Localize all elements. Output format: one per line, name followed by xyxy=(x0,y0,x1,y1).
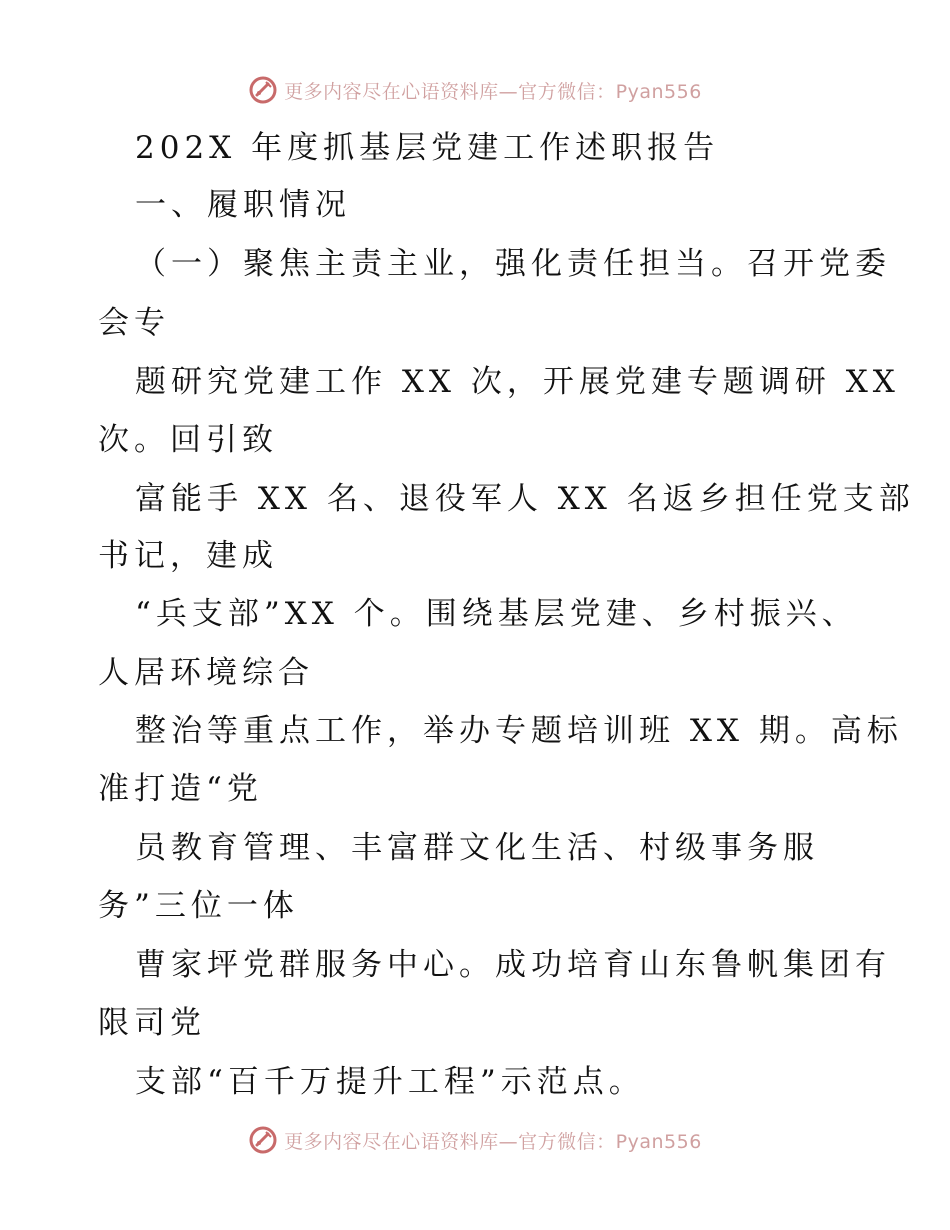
paragraph-line: 支部“百千万提升工程”示范点。 xyxy=(135,1064,645,1100)
paragraph-line: 次。回引致 xyxy=(98,422,278,458)
paragraph-line: 员教育管理、丰富群文化生活、村级事务服 xyxy=(135,830,819,866)
watermark-text: 更多内容尽在心语资料库—官方微信：Pyan556 xyxy=(284,1130,702,1153)
paragraph-line: （一）聚焦主责主业，强化责任担当。召开党委 xyxy=(135,246,891,282)
paragraph-line: 曹家坪党群服务中心。成功培育山东鲁帆集团有 xyxy=(135,947,891,983)
logo-icon xyxy=(248,1125,278,1155)
paragraph-line: 整治等重点工作，举办专题培训班 XX 期。高标 xyxy=(135,713,903,749)
paragraph-line: 准打造“党 xyxy=(98,771,263,807)
paragraph-line: 限司党 xyxy=(98,1005,206,1041)
paragraph-line: “兵支部”XX 个。围绕基层党建、乡村振兴、 xyxy=(135,596,858,632)
paragraph-line: 富能手 XX 名、退役军人 XX 名返乡担任党支部 xyxy=(135,481,915,517)
watermark-banner-top xyxy=(0,70,950,110)
paragraph-line: 务”三位一体 xyxy=(98,888,299,924)
paragraph-line: 书记，建成 xyxy=(98,538,278,574)
watermark-text: 更多内容尽在心语资料库—官方微信：Pyan556 xyxy=(284,80,702,103)
paragraph-line: 人居环境综合 xyxy=(98,655,314,691)
paragraph-line: 题研究党建工作 XX 次，开展党建专题调研 XX xyxy=(135,364,900,400)
section-heading: 一、履职情况 xyxy=(135,187,351,223)
document-title: 202X 年度抓基层党建工作述职报告 xyxy=(135,130,720,166)
logo-icon xyxy=(248,75,278,105)
paragraph-line: 会专 xyxy=(98,305,170,341)
watermark-banner-bottom xyxy=(0,1120,950,1160)
